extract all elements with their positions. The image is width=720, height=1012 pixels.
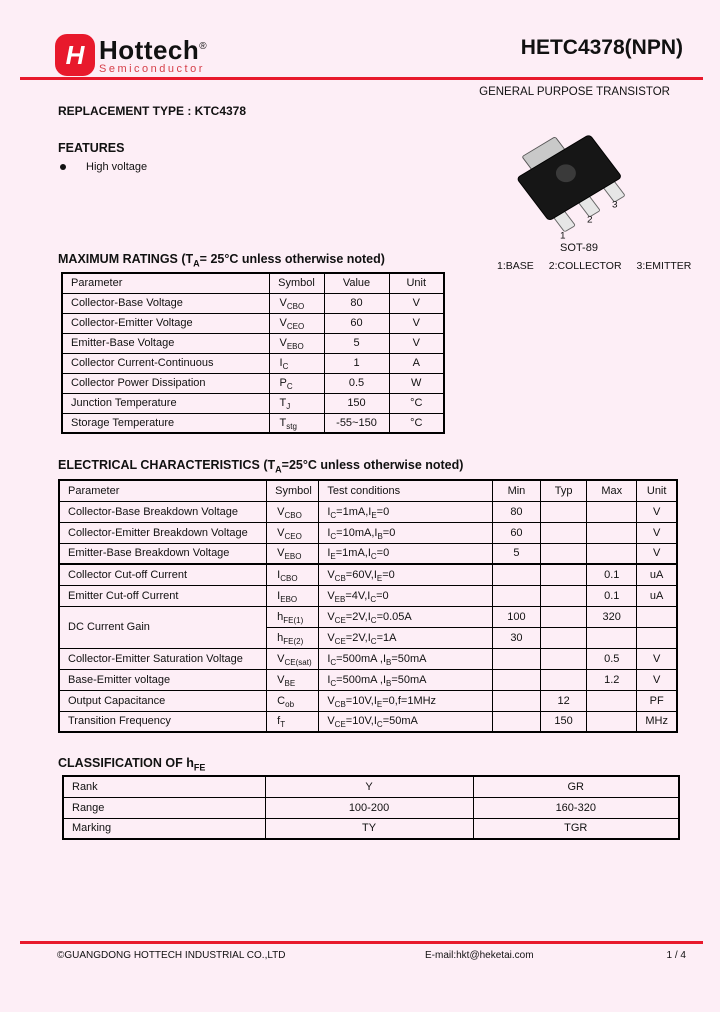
cell-rank-gr: GR (473, 776, 679, 797)
cell-min: 60 (492, 522, 540, 543)
cell-param: Collector-Emitter Saturation Voltage (59, 648, 267, 669)
cell-min: 30 (492, 627, 540, 648)
table-row (62, 313, 444, 333)
brand-word: Hottech (99, 35, 200, 65)
col-header-min: Min (492, 480, 540, 501)
col-header-parameter: Parameter (59, 480, 267, 501)
cell-unit: V (637, 501, 677, 522)
cell-unit: V (389, 293, 444, 313)
table-row (59, 543, 677, 564)
cell-param: Storage Temperature (62, 413, 269, 433)
cell-value: 80 (324, 293, 389, 313)
package-name: SOT-89 (560, 242, 598, 254)
cell-symbol: $V_{CE(sat)}$ (267, 648, 319, 669)
table-row (59, 522, 677, 543)
cell-param: Junction Temperature (62, 393, 269, 413)
device-subtitle: GENERAL PURPOSE TRANSISTOR (479, 86, 670, 98)
cell-symbol: $h_{FE(2)}$ (267, 627, 319, 648)
cell-unit: uA (637, 564, 677, 585)
table-row (62, 353, 444, 373)
cell-min (492, 690, 540, 711)
cell-unit: A (389, 353, 444, 373)
table-row (63, 776, 679, 797)
cell-value: 1 (324, 353, 389, 373)
cell-max: 320 (587, 606, 637, 627)
cell-param: Emitter Cut-off Current (59, 585, 267, 606)
cell-unit: °C (389, 393, 444, 413)
sot89-package-image (486, 130, 682, 242)
table-header-row (59, 480, 677, 501)
cell-conditions: $V_{CE}=2V,I_C=0.05A$ (319, 606, 493, 627)
replacement-type: REPLACEMENT TYPE : KTC4378 (58, 104, 247, 118)
cell-rank-label: Rank (63, 776, 265, 797)
electrical-title: ELECTRICAL CHARACTERISTICS ($T_A=25^\circ C$ unless otherwise noted) (58, 458, 464, 475)
cell-unit: uA (637, 585, 677, 606)
cell-symbol: $h_{FE(1)}$ (267, 606, 319, 627)
cell-param-dc-current-gain: DC Current Gain (59, 606, 267, 648)
bullet-icon (60, 164, 66, 170)
brand-subtitle: Semiconductor (99, 63, 205, 75)
cell-value: 0.5 (324, 373, 389, 393)
cell-unit: °C (389, 413, 444, 433)
cell-param: Collector-Emitter Voltage (62, 313, 269, 333)
cell-min: 80 (492, 501, 540, 522)
cell-typ (541, 522, 587, 543)
pin-number-3: 3 (612, 199, 618, 211)
cell-max (587, 690, 637, 711)
cell-rank-y: Y (265, 776, 473, 797)
cell-max: 1.2 (587, 669, 637, 690)
pin-3-label: 3:EMITTER (636, 260, 692, 272)
cell-param: Collector-Base Breakdown Voltage (59, 501, 267, 522)
hottech-logo-icon: H (55, 34, 95, 76)
col-header-unit: Unit (637, 480, 677, 501)
cell-param: Collector Power Dissipation (62, 373, 269, 393)
cell-conditions: $I_E=1mA,I_C=0$ (319, 543, 493, 564)
feature-item (60, 161, 147, 173)
cell-typ (541, 564, 587, 585)
footer-page-number: 1 / 4 (666, 950, 686, 961)
cell-param: Emitter-Base Breakdown Voltage (59, 543, 267, 564)
cell-symbol: $V_{CEO}$ (267, 522, 319, 543)
cell-typ (541, 543, 587, 564)
electrical-table (58, 479, 678, 733)
cell-symbol: $V_{CBO}$ (269, 293, 324, 313)
cell-param: Collector-Emitter Breakdown Voltage (59, 522, 267, 543)
cell-typ (541, 648, 587, 669)
features-title: FEATURES (58, 141, 125, 155)
cell-conditions: $V_{CB}=10V,I_E=0,f=1MHz$ (319, 690, 493, 711)
cell-min (492, 711, 540, 732)
cell-min: 5 (492, 543, 540, 564)
logo-text (99, 34, 207, 76)
cell-symbol: $P_C$ (269, 373, 324, 393)
cell-symbol: $I_{EBO}$ (267, 585, 319, 606)
cell-param: Collector Current-Continuous (62, 353, 269, 373)
cell-max: 0.1 (587, 585, 637, 606)
cell-min (492, 585, 540, 606)
classification-title: CLASSIFICATION OF $h_{FE}$ (58, 756, 206, 773)
col-header-unit: Unit (389, 273, 444, 293)
cell-unit: W (389, 373, 444, 393)
cell-max (587, 627, 637, 648)
col-header-conditions: Test conditions (319, 480, 493, 501)
table-row (59, 501, 677, 522)
cell-symbol: $V_{CBO}$ (267, 501, 319, 522)
cell-symbol: $V_{CEO}$ (269, 313, 324, 333)
table-row (62, 413, 444, 433)
cell-unit: MHz (637, 711, 677, 732)
table-row (62, 293, 444, 313)
cell-value: 5 (324, 333, 389, 353)
cell-value: 150 (324, 393, 389, 413)
col-header-parameter: Parameter (62, 273, 269, 293)
cell-value: -55~150 (324, 413, 389, 433)
table-row (62, 373, 444, 393)
cell-symbol: $T_J$ (269, 393, 324, 413)
cell-unit: V (389, 333, 444, 353)
table-row (63, 818, 679, 839)
cell-param: Base-Emitter voltage (59, 669, 267, 690)
table-row (59, 690, 677, 711)
cell-unit: V (637, 522, 677, 543)
cell-param: Output Capacitance (59, 690, 267, 711)
cell-conditions: $V_{CB}=60V,I_E=0$ (319, 564, 493, 585)
pin-number-2: 2 (587, 214, 593, 226)
pin-assignment (497, 260, 691, 272)
cell-unit (637, 606, 677, 627)
table-row (59, 564, 677, 585)
col-header-value: Value (324, 273, 389, 293)
table-row (59, 606, 677, 627)
cell-symbol: $I_{CBO}$ (267, 564, 319, 585)
table-header-row (62, 273, 444, 293)
pin-number-1: 1 (560, 230, 566, 242)
cell-symbol: $V_{BE}$ (267, 669, 319, 690)
table-row (59, 669, 677, 690)
footer-email: E-mail:hkt@heketai.com (425, 950, 534, 961)
cell-max (587, 522, 637, 543)
cell-typ (541, 669, 587, 690)
cell-max: 0.5 (587, 648, 637, 669)
cell-unit: V (637, 543, 677, 564)
cell-symbol: $f_T$ (267, 711, 319, 732)
table-row (59, 648, 677, 669)
pin-2-label: 2:COLLECTOR (548, 260, 622, 272)
cell-marking-gr: TGR (473, 818, 679, 839)
cell-range-label: Range (63, 797, 265, 818)
cell-conditions: $I_C=500mA$ $,I_B=50mA$ (319, 669, 493, 690)
cell-symbol: $V_{EBO}$ (269, 333, 324, 353)
brand-name (99, 34, 207, 63)
footer-company: ©GUANGDONG HOTTECH INDUSTRIAL CO.,LTD (57, 950, 286, 961)
col-header-symbol: Symbol (269, 273, 324, 293)
table-row (59, 585, 677, 606)
cell-param: Emitter-Base Voltage (62, 333, 269, 353)
cell-typ (541, 501, 587, 522)
registered-mark: ® (199, 41, 208, 52)
cell-unit (637, 627, 677, 648)
table-row (62, 393, 444, 413)
cell-typ (541, 627, 587, 648)
table-row (63, 797, 679, 818)
cell-marking-y: TY (265, 818, 473, 839)
cell-min (492, 564, 540, 585)
classification-table (62, 775, 680, 840)
cell-max (587, 543, 637, 564)
hottech-logo (55, 34, 207, 76)
cell-typ: 12 (541, 690, 587, 711)
pin-1-label: 1:BASE (497, 260, 534, 272)
cell-symbol: $I_C$ (269, 353, 324, 373)
cell-conditions: $I_C=1mA,I_E=0$ (319, 501, 493, 522)
feature-label: High voltage (86, 161, 148, 173)
cell-conditions: $V_{CE}=2V,I_C=1A$ (319, 627, 493, 648)
cell-max: 0.1 (587, 564, 637, 585)
table-row (62, 333, 444, 353)
table-row (59, 711, 677, 732)
cell-unit: V (637, 669, 677, 690)
cell-param: Collector-Base Voltage (62, 293, 269, 313)
cell-unit: V (637, 648, 677, 669)
cell-conditions: $V_{EB}=4V,I_C=0$ (319, 585, 493, 606)
col-header-typ: Typ (541, 480, 587, 501)
cell-typ: 150 (541, 711, 587, 732)
cell-param: Collector Cut-off Current (59, 564, 267, 585)
cell-symbol: $V_{EBO}$ (267, 543, 319, 564)
cell-typ (541, 606, 587, 627)
cell-marking-label: Marking (63, 818, 265, 839)
cell-param: Transition Frequency (59, 711, 267, 732)
cell-conditions: $I_C=500mA$ $,I_B=50mA$ (319, 648, 493, 669)
cell-range-gr: 160-320 (473, 797, 679, 818)
cell-conditions: $I_C=10mA,I_B=0$ (319, 522, 493, 543)
footer-rule (20, 941, 703, 944)
cell-max (587, 501, 637, 522)
part-number-title: HETC4378(NPN) (520, 36, 683, 59)
cell-max (587, 711, 637, 732)
col-header-max: Max (587, 480, 637, 501)
max-ratings-title: MAXIMUM RATINGS ($T_A= 25^\circ C$ unless otherwise noted) (58, 252, 385, 269)
header-rule (20, 77, 703, 80)
cell-symbol: $C_{ob}$ (267, 690, 319, 711)
col-header-symbol: Symbol (267, 480, 319, 501)
cell-conditions: $V_{CE}=10V,I_C=50mA$ (319, 711, 493, 732)
cell-range-y: 100-200 (265, 797, 473, 818)
cell-min (492, 648, 540, 669)
cell-unit: V (389, 313, 444, 333)
cell-typ (541, 585, 587, 606)
max-ratings-table (61, 272, 445, 434)
cell-value: 60 (324, 313, 389, 333)
cell-unit: PF (637, 690, 677, 711)
cell-min (492, 669, 540, 690)
cell-symbol: $T_{stg}$ (269, 413, 324, 433)
cell-min: 100 (492, 606, 540, 627)
